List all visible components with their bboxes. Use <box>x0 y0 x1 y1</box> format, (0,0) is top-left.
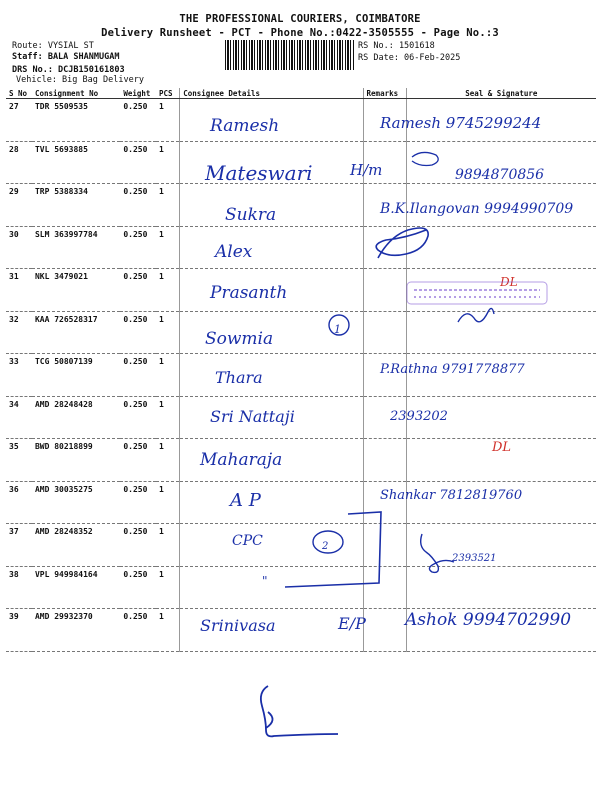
row-remarks-cell <box>363 311 406 354</box>
row-remarks-cell <box>363 226 406 269</box>
handwritten-signature: 9894870856 <box>455 167 545 184</box>
handwritten-signature: DL <box>492 440 512 456</box>
row-pcs: 1 <box>156 226 180 269</box>
row-pcs: 1 <box>156 99 180 142</box>
company-title: THE PROFESSIONAL COURIERS, COIMBATORE <box>179 13 421 25</box>
handwritten-signature: Ashok 9994702990 <box>405 609 572 630</box>
column-header-consignee: Consignee Details <box>180 88 363 99</box>
row-weight: 0.250 <box>120 609 156 652</box>
handwritten-signature: 2393521 <box>452 553 497 564</box>
row-sno: 29 <box>6 184 32 227</box>
row-sno: 39 <box>6 609 32 652</box>
vehicle-label: Vehicle: Big Bag Delivery <box>16 75 144 85</box>
row-consignment-no: NKL 3479021 <box>32 269 120 312</box>
table-row <box>6 226 596 269</box>
row-sno: 35 <box>6 439 32 482</box>
row-signature-cell <box>406 524 596 567</box>
row-remarks-cell <box>363 269 406 312</box>
handwritten-consignee: " <box>262 574 268 589</box>
handwritten-consignee: Sri Nattaji <box>210 407 295 427</box>
row-consignee-cell <box>180 524 363 567</box>
row-pcs: 1 <box>156 396 180 439</box>
handwritten-remarks: 1 <box>334 322 341 336</box>
row-weight: 0.250 <box>120 226 156 269</box>
row-pcs: 1 <box>156 609 180 652</box>
handwritten-signature: 2393202 <box>390 409 448 425</box>
row-sno: 37 <box>6 524 32 567</box>
row-weight: 0.250 <box>120 184 156 227</box>
row-sno: 28 <box>6 141 32 184</box>
table-row <box>6 524 596 567</box>
barcode-image <box>225 40 355 70</box>
handwritten-remarks: 2 <box>322 541 329 552</box>
handwritten-consignee: Ramesh <box>210 116 280 136</box>
row-consignment-no: BWD 80218899 <box>32 439 120 482</box>
handwritten-signature: Shankar 7812819760 <box>380 487 523 503</box>
row-weight: 0.250 <box>120 99 156 142</box>
handwritten-consignee: CPC <box>232 533 263 549</box>
drs-number: DRS No.: DCJB150161803 <box>12 65 125 75</box>
row-weight: 0.250 <box>120 354 156 397</box>
row-consignment-no: AMD 29932370 <box>32 609 120 652</box>
row-pcs: 1 <box>156 141 180 184</box>
row-consignment-no: KAA 726528317 <box>32 311 120 354</box>
handwritten-consignee: Maharaja <box>200 450 283 471</box>
runsheet-subtitle: Delivery Runsheet - PCT - Phone No.:0422-3505555 - Page No.:3 <box>101 27 499 39</box>
column-header-pcs: PCS <box>156 88 180 99</box>
table-row <box>6 396 596 439</box>
handwritten-remarks: H/m <box>350 161 383 180</box>
row-weight: 0.250 <box>120 524 156 567</box>
row-consignment-no: AMD 28248428 <box>32 396 120 439</box>
table-header-row <box>6 88 596 99</box>
handwritten-remarks: E/P <box>338 613 366 633</box>
row-remarks-cell <box>363 566 406 609</box>
row-pcs: 1 <box>156 269 180 312</box>
row-consignment-no: TDR 5509535 <box>32 99 120 142</box>
row-pcs: 1 <box>156 184 180 227</box>
row-consignment-no: TVL 5693885 <box>32 141 120 184</box>
handwritten-consignee: Mateswari <box>205 161 313 186</box>
handwritten-signature: P.Rathna 9791778877 <box>380 361 525 377</box>
row-consignment-no: TRP 5388334 <box>32 184 120 227</box>
row-consignment-no: TCG 50807139 <box>32 354 120 397</box>
handwritten-signature: DL <box>500 275 518 290</box>
handwritten-consignee: Sowmia <box>205 328 274 349</box>
handwritten-signature: B.K.Ilangovan 9994990709 <box>380 200 574 217</box>
row-weight: 0.250 <box>120 311 156 354</box>
row-remarks-cell <box>363 439 406 482</box>
row-remarks-cell <box>363 609 406 652</box>
row-weight: 0.250 <box>120 396 156 439</box>
handwritten-consignee: Alex <box>215 241 253 262</box>
row-consignee-cell <box>180 481 363 524</box>
row-sno: 32 <box>6 311 32 354</box>
row-consignee-cell <box>180 566 363 609</box>
row-weight: 0.250 <box>120 269 156 312</box>
row-consignee-cell <box>180 226 363 269</box>
row-signature-cell <box>406 566 596 609</box>
row-consignment-no: AMD 30035275 <box>32 481 120 524</box>
row-consignment-no: VPL 949984164 <box>32 566 120 609</box>
row-sno: 27 <box>6 99 32 142</box>
table-row <box>6 566 596 609</box>
row-weight: 0.250 <box>120 481 156 524</box>
handwritten-consignee: A P <box>230 489 261 511</box>
row-weight: 0.250 <box>120 141 156 184</box>
row-remarks-cell <box>363 524 406 567</box>
row-pcs: 1 <box>156 439 180 482</box>
bottom-signature <box>261 686 338 736</box>
row-pcs: 1 <box>156 481 180 524</box>
handwritten-consignee: Thara <box>215 367 263 387</box>
handwritten-consignee: Sukra <box>225 204 277 225</box>
row-sno: 36 <box>6 481 32 524</box>
row-pcs: 1 <box>156 354 180 397</box>
column-header-weight: Weight <box>120 88 156 99</box>
column-header-remarks: Remarks <box>363 88 406 99</box>
row-sno: 34 <box>6 396 32 439</box>
route-label: Route: VYSIAL ST <box>12 41 94 51</box>
handwritten-consignee: Prasanth <box>210 283 288 304</box>
row-pcs: 1 <box>156 311 180 354</box>
rs-date: RS Date: 06-Feb-2025 <box>358 53 461 63</box>
row-sno: 31 <box>6 269 32 312</box>
row-signature-cell <box>406 311 596 354</box>
row-consignment-no: SLM 363997784 <box>32 226 120 269</box>
row-sno: 33 <box>6 354 32 397</box>
row-consignment-no: AMD 28248352 <box>32 524 120 567</box>
column-header-sno: S No <box>6 88 32 99</box>
handwritten-signature: Ramesh 9745299244 <box>380 114 542 132</box>
handwritten-consignee: Srinivasa <box>200 615 276 635</box>
table-row <box>6 311 596 354</box>
column-header-consignment: Consignment No <box>32 88 120 99</box>
row-sno: 38 <box>6 566 32 609</box>
rs-number: RS No.: 1501618 <box>358 41 435 51</box>
row-sno: 30 <box>6 226 32 269</box>
row-signature-cell <box>406 226 596 269</box>
row-pcs: 1 <box>156 524 180 567</box>
row-weight: 0.250 <box>120 566 156 609</box>
row-pcs: 1 <box>156 566 180 609</box>
row-consignee-cell <box>180 354 363 397</box>
column-header-signature: Seal & Signature <box>406 88 596 99</box>
staff-label: Staff: BALA SHANMUGAM <box>12 52 120 62</box>
row-weight: 0.250 <box>120 439 156 482</box>
